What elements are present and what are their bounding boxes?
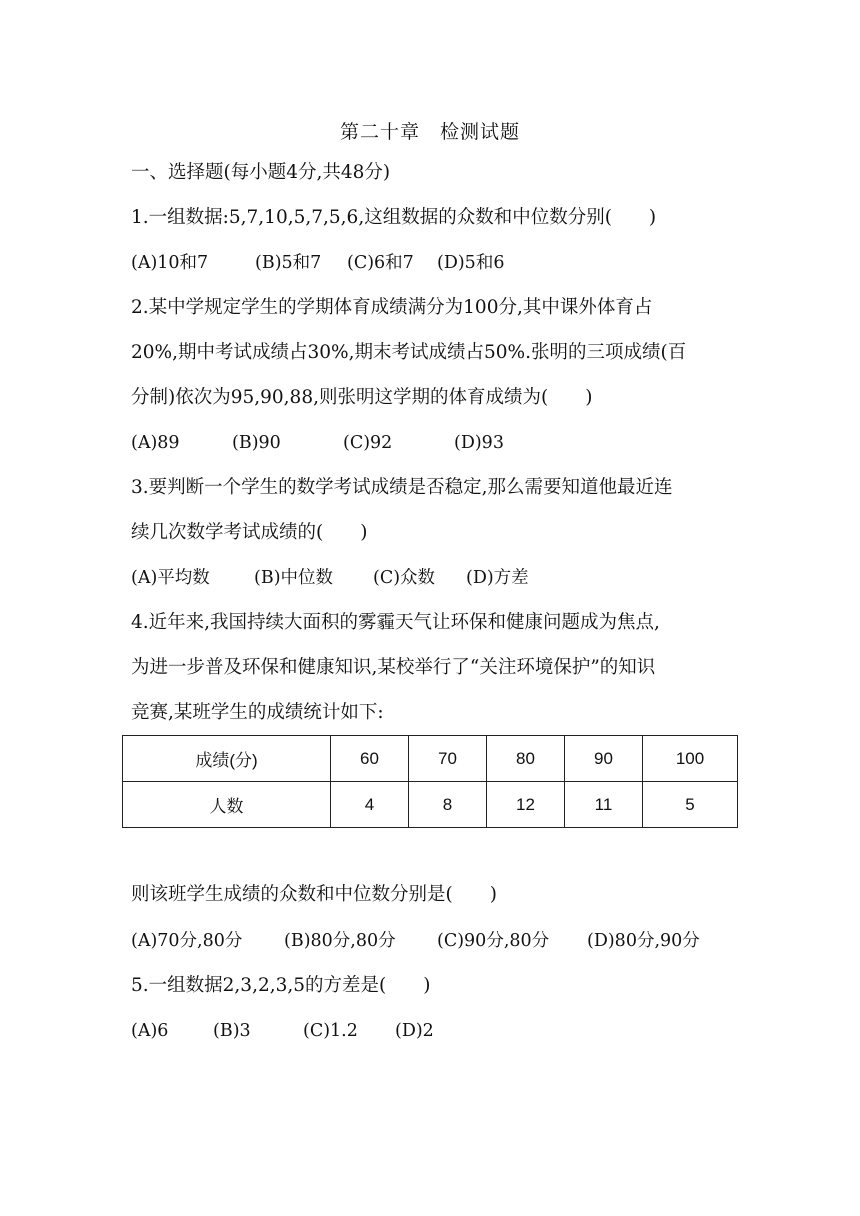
question-5-stem: 5.一组数据2,3,2,3,5的方差是( )	[131, 975, 431, 996]
option-b: (B)90	[232, 433, 281, 453]
question-4-line-3: 竞赛,某班学生的成绩统计如下:	[131, 702, 384, 723]
table-cell: 90	[565, 736, 643, 782]
option-a: (A)6	[131, 1021, 169, 1041]
option-c: (C)1.2	[303, 1021, 358, 1041]
option-a: (A)89	[131, 433, 180, 453]
table-header-row	[123, 736, 738, 782]
page-title: 第二十章 检测试题	[339, 121, 520, 143]
option-d: (D)5和6	[437, 253, 505, 273]
question-2-line-2: 20%,期中考试成绩占30%,期末考试成绩占50%.张明的三项成绩(百	[131, 342, 687, 363]
table-cell: 8	[409, 782, 487, 828]
table-cell: 100	[643, 736, 738, 782]
table-cell: 5	[643, 782, 738, 828]
option-d: (D)93	[454, 433, 504, 453]
question-2-line-3: 分制)依次为95,90,88,则张明这学期的体育成绩为( )	[131, 387, 593, 408]
question-4-prompt: 则该班学生成绩的众数和中位数分别是( )	[131, 884, 497, 905]
question-3-options	[131, 566, 529, 590]
question-3-line-1: 3.要判断一个学生的数学考试成绩是否稳定,那么需要知道他最近连	[131, 477, 673, 498]
option-a: (A)平均数	[131, 568, 210, 588]
question-1-options	[131, 251, 504, 275]
question-2-line-1: 2.某中学规定学生的学期体育成绩满分为100分,其中课外体育占	[131, 297, 653, 318]
option-c: (C)90分,80分	[437, 931, 550, 951]
question-2-options	[131, 431, 504, 455]
option-d: (D)80分,90分	[587, 931, 700, 951]
option-b: (B)80分,80分	[284, 931, 396, 951]
table-cell: 人数	[123, 782, 331, 828]
option-b: (B)中位数	[254, 568, 334, 588]
option-d: (D)2	[395, 1021, 434, 1041]
table-cell: 12	[487, 782, 565, 828]
table-cell: 成绩(分)	[123, 736, 331, 782]
table-cell: 4	[331, 782, 409, 828]
table-cell: 80	[487, 736, 565, 782]
question-5-options	[131, 1019, 434, 1043]
option-b: (B)5和7	[255, 253, 322, 273]
question-1-stem: 1.一组数据:5,7,10,5,7,5,6,这组数据的众数和中位数分别( )	[131, 207, 657, 228]
option-c: (C)众数	[373, 568, 436, 588]
table-cell: 70	[409, 736, 487, 782]
question-4-options	[131, 929, 700, 953]
table-cell: 11	[565, 782, 643, 828]
option-c: (C)6和7	[347, 253, 414, 273]
section-heading: 一、选择题(每小题4分,共48分)	[131, 162, 391, 183]
option-c: (C)92	[343, 433, 393, 453]
option-b: (B)3	[213, 1021, 251, 1041]
option-a: (A)10和7	[131, 253, 209, 273]
question-4-line-2: 为进一步普及环保和健康知识,某校举行了“关注环境保护”的知识	[131, 657, 656, 678]
option-d: (D)方差	[466, 568, 529, 588]
score-table	[122, 735, 738, 828]
question-4-line-1: 4.近年来,我国持续大面积的雾霾天气让环保和健康问题成为焦点,	[131, 612, 660, 633]
question-3-line-2: 续几次数学考试成绩的( )	[131, 522, 368, 543]
table-cell: 60	[331, 736, 409, 782]
table-row	[123, 782, 738, 828]
option-a: (A)70分,80分	[131, 931, 243, 951]
